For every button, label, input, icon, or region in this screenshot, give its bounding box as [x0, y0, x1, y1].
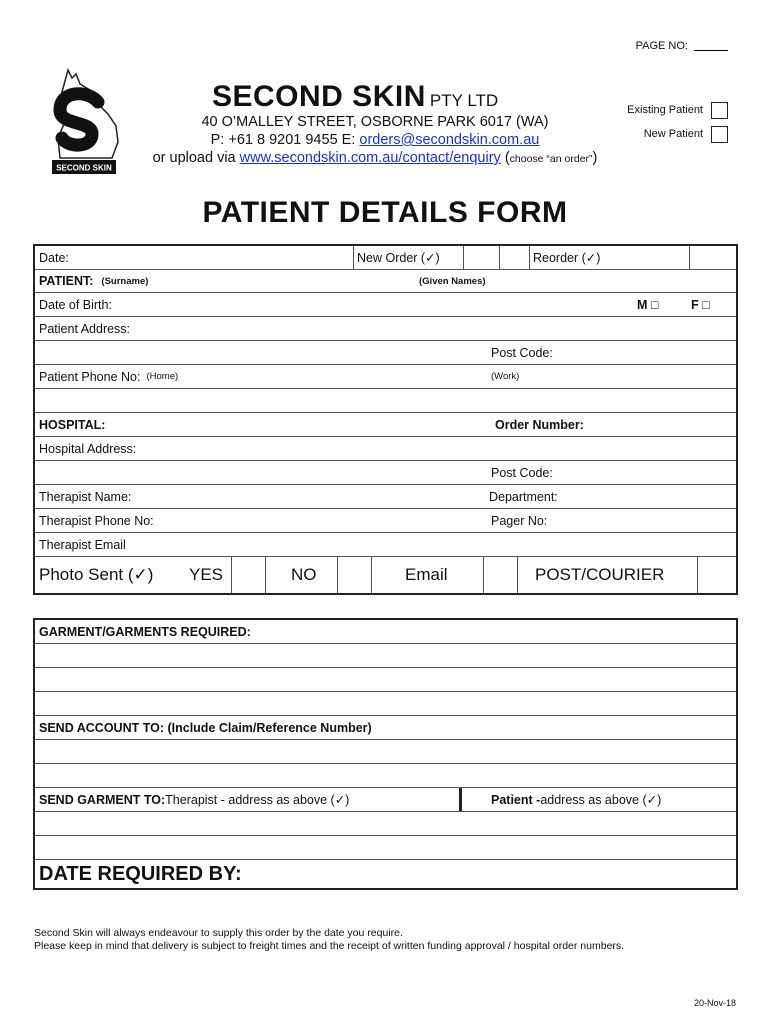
garment-table [33, 618, 738, 890]
send-garment-line-2[interactable] [35, 836, 736, 860]
hospital-address-line2[interactable] [35, 461, 485, 484]
male-checkbox[interactable]: M □ [637, 297, 659, 312]
row-date-order [35, 246, 736, 270]
upload-line: or upload via www.secondskin.com.au/contact/enquiry (choose “an order”) [152, 150, 598, 166]
footer-note: Second Skin will always endeavour to supply this order by the date you require. Please keep in mind that delivery is subject to freight times and the receipt of written funding approval / hospital order numbers. [34, 927, 625, 952]
female-checkbox[interactable]: F □ [691, 297, 710, 312]
company-name: SECOND SKIN PTY LTD [212, 80, 499, 113]
row-patient-name [35, 270, 736, 293]
row-patient-address [35, 317, 736, 341]
new-order-label: New Order (✓) [357, 251, 440, 265]
new-patient-checkbox[interactable] [711, 126, 728, 143]
patient-details-table [33, 244, 738, 595]
hospital-field[interactable]: HOSPITAL: [39, 417, 106, 432]
company-address: 40 O’MALLEY STREET, OSBORNE PARK 6017 (WA) [201, 114, 549, 130]
company-phone-email: P: +61 8 9201 9455 E: orders@secondskin.com.au [210, 132, 540, 148]
patient-address-line2[interactable] [35, 341, 485, 364]
patient-surname-field[interactable]: PATIENT: (Surname) [39, 274, 149, 288]
row-dob [35, 293, 736, 317]
photo-sent-label: Photo Sent (✓) [39, 565, 154, 584]
svg-text:SECOND SKIN: SECOND SKIN [56, 163, 112, 173]
patient-given-names-field[interactable]: (Given Names) [419, 275, 486, 287]
row-post-code [35, 341, 736, 365]
pager-field[interactable]: Pager No: [491, 513, 548, 528]
reorder-label: Reorder (✓) [533, 251, 601, 265]
send-account-field[interactable]: SEND ACCOUNT TO: (Include Claim/Reference Number) [39, 720, 372, 735]
row-blank [35, 389, 736, 413]
no-label: NO [291, 565, 317, 584]
send-garment-patient-option[interactable]: Patient - address as above (✓) [491, 792, 662, 807]
row-photo-sent [35, 557, 736, 593]
post-courier-label: POST/COURIER [535, 565, 665, 584]
hospital-post-code-field[interactable]: Post Code: [491, 465, 553, 480]
patient-home-phone-field[interactable]: Patient Phone No: (Home) [39, 369, 179, 384]
company-contact [130, 113, 620, 168]
account-line-1[interactable] [35, 740, 736, 764]
date-field[interactable]: Date: [39, 250, 69, 265]
row-hospital-address [35, 437, 736, 461]
department-field[interactable]: Department: [489, 489, 558, 504]
upload-link[interactable]: www.secondskin.com.au/contact/enquiry [239, 150, 501, 166]
row-send-garment [35, 788, 736, 812]
row-send-account [35, 716, 736, 740]
no-checkbox[interactable] [337, 557, 371, 593]
send-garment-line-1[interactable] [35, 812, 736, 836]
row-therapist-email [35, 533, 736, 557]
yes-checkbox[interactable] [231, 557, 265, 593]
hospital-address-field[interactable]: Hospital Address: [39, 441, 137, 456]
garment-line-2[interactable] [35, 668, 736, 692]
garment-line-1[interactable] [35, 644, 736, 668]
patient-work-phone-field[interactable]: (Work) [491, 371, 520, 382]
patient-post-code-field[interactable]: Post Code: [491, 345, 553, 360]
row-garment-required [35, 620, 736, 644]
existing-patient-checkbox[interactable] [711, 102, 728, 119]
row-patient-phone [35, 365, 736, 389]
row-date-required [35, 860, 736, 888]
blank-field[interactable] [35, 389, 735, 412]
second-skin-logo-icon [50, 68, 122, 176]
row-hospital-post-code [35, 461, 736, 485]
email-link[interactable]: orders@secondskin.com.au [359, 132, 540, 148]
yes-label: YES [189, 565, 224, 584]
page-number-field[interactable] [694, 50, 728, 51]
garment-required-label: GARMENT/GARMENTS REQUIRED: [39, 624, 251, 639]
existing-patient-option: Existing Patient [627, 98, 728, 122]
dob-field[interactable]: Date of Birth: [39, 297, 112, 312]
row-therapist-name [35, 485, 736, 509]
email-checkbox[interactable] [483, 557, 517, 593]
new-patient-option: New Patient [627, 122, 728, 146]
form-revision-date: 20-Nov-18 [693, 998, 736, 1008]
new-order-checkbox[interactable] [463, 246, 499, 269]
page-number: PAGE NO: [636, 40, 728, 52]
garment-line-3[interactable] [35, 692, 736, 716]
row-hospital [35, 413, 736, 437]
patient-type [627, 98, 728, 146]
send-garment-therapist-option[interactable]: SEND GARMENT TO: Therapist - address as above (✓) [39, 792, 350, 807]
row-therapist-phone [35, 509, 736, 533]
form-title: PATIENT DETAILS FORM [202, 196, 568, 229]
patient-address-field[interactable]: Patient Address: [39, 321, 131, 336]
date-required-field[interactable]: DATE REQUIRED BY: [39, 862, 242, 885]
therapist-name-field[interactable]: Therapist Name: [39, 489, 132, 504]
order-number-field[interactable]: Order Number: [495, 417, 584, 432]
therapist-email-field[interactable]: Therapist Email [39, 537, 126, 552]
therapist-phone-field[interactable]: Therapist Phone No: [39, 513, 154, 528]
account-line-2[interactable] [35, 764, 736, 788]
reorder-checkbox[interactable] [689, 246, 737, 269]
post-courier-checkbox[interactable] [697, 557, 737, 593]
email-label: Email [405, 565, 448, 584]
